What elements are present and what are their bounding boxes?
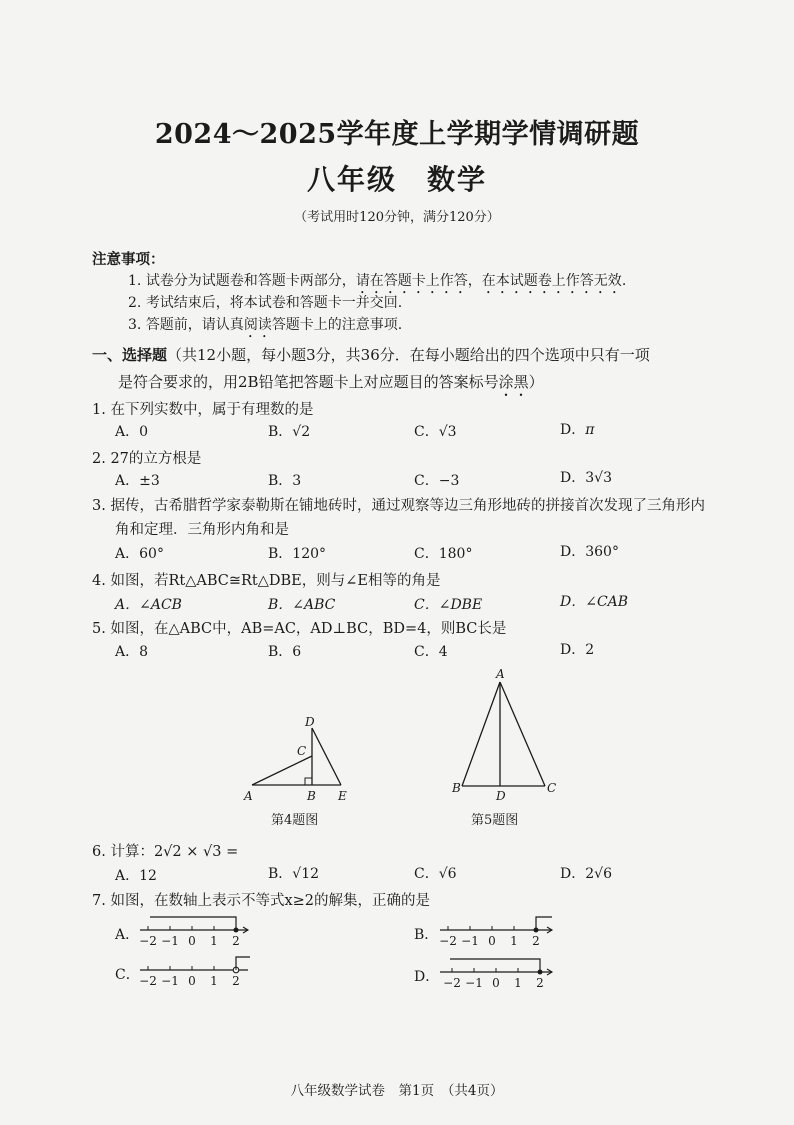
question-number: 3.	[92, 498, 106, 514]
option-label: C．	[414, 866, 439, 882]
option-b	[268, 863, 319, 883]
option-text: 12	[139, 868, 157, 884]
option-text: ±3	[139, 473, 160, 489]
tick-label: −2	[139, 974, 157, 988]
solution-ray	[236, 957, 250, 970]
option-c	[414, 421, 457, 441]
option-a	[115, 865, 157, 885]
question-2	[92, 447, 201, 468]
option-text: 3	[292, 473, 302, 489]
option-label: A．	[115, 597, 140, 613]
note-emphasis: 请在答题卡上作答，在本试题卷上作答无效	[355, 273, 622, 289]
option-c	[414, 863, 457, 883]
option-label: B．	[268, 473, 293, 489]
option-text: 180°	[438, 546, 473, 562]
tick-label: 2	[532, 934, 540, 948]
option-label: B．	[268, 644, 293, 660]
tick-label: 0	[488, 934, 496, 948]
point-label-c: C	[547, 781, 557, 795]
option-text: −3	[438, 473, 460, 489]
option-label: C．	[414, 597, 439, 613]
number-line-d	[440, 959, 552, 990]
option-text: 60°	[139, 546, 164, 562]
option-label: A．	[115, 546, 140, 562]
option-b	[268, 594, 335, 614]
tick-label: 0	[188, 974, 196, 988]
number-line-b	[439, 917, 552, 948]
tick-label: −1	[461, 934, 479, 948]
question-stem: 27的立方根是	[110, 451, 202, 467]
solution-ray	[536, 917, 552, 930]
question-6	[92, 840, 238, 861]
tick-label: −2	[139, 934, 157, 948]
option-b	[268, 641, 301, 661]
option-c	[414, 470, 459, 490]
question-5	[92, 617, 506, 638]
option-text: √12	[292, 866, 320, 882]
question-4	[92, 569, 440, 590]
line-de	[312, 728, 341, 785]
question-stem: 据传，古希腊哲学家泰勒斯在铺地砖时，通过观察等边三角形地砖的拼接首次发现了三角形内	[110, 498, 705, 514]
option-c	[414, 641, 448, 661]
question-number: 7.	[92, 893, 106, 909]
question-1	[92, 398, 313, 419]
option-c-label: C．	[115, 967, 140, 983]
option-c	[414, 543, 472, 563]
option-d	[560, 591, 628, 611]
point-label-a: A	[496, 667, 505, 681]
tick-label: −1	[161, 934, 179, 948]
closed-dot	[234, 928, 239, 933]
option-label: D．	[560, 642, 586, 658]
option-label: C．	[414, 473, 439, 489]
option-a	[115, 641, 148, 661]
solution-ray	[450, 959, 540, 972]
option-text: ∠DBE	[438, 597, 483, 613]
option-text: ∠ABC	[292, 597, 336, 613]
option-b-label: B．	[414, 927, 439, 943]
option-text: 3√3	[585, 470, 612, 486]
option-label: C．	[414, 424, 439, 440]
option-label: A．	[115, 424, 140, 440]
option-text: √2	[292, 424, 311, 440]
note-text-end: .	[621, 273, 627, 289]
point-label-e: E	[338, 789, 347, 803]
question-number: 5.	[92, 621, 106, 637]
option-d	[560, 541, 619, 561]
note-3	[128, 314, 402, 341]
note-text-end: 答题卡上的注意事项.	[271, 317, 403, 333]
note-number: 3.	[128, 317, 142, 333]
section-desc-text: 是符合要求的，用2B铅笔把答题卡上对应题目的答案标号	[118, 373, 499, 391]
question-stem: 如图，在数轴上表示不等式x≥2的解集，正确的是	[110, 893, 431, 909]
option-c	[414, 594, 482, 614]
question-stem: 如图，在△ABC中，AB=AC，AD⊥BC，BD=4，则BC长是	[110, 621, 507, 637]
option-label: B．	[268, 597, 293, 613]
option-d	[560, 419, 594, 439]
tick-label: −1	[465, 976, 483, 990]
section-heading	[92, 344, 650, 365]
option-label: D．	[560, 594, 586, 610]
figure-4-caption: 第4题图	[271, 813, 319, 828]
option-label: D．	[560, 544, 586, 560]
option-label: B．	[268, 546, 293, 562]
option-label: D．	[560, 470, 586, 486]
option-label: B．	[268, 866, 293, 882]
option-text: 0	[139, 424, 149, 440]
option-text: √3	[438, 424, 457, 440]
note-emphasis: 阅读	[243, 317, 272, 333]
number-line-a	[139, 917, 248, 948]
question-number: 4.	[92, 573, 106, 589]
option-label: A．	[115, 868, 140, 884]
point-label-d: D	[305, 715, 315, 729]
option-text: 2√6	[585, 866, 612, 882]
solution-ray	[150, 917, 236, 930]
option-b	[268, 543, 326, 563]
option-text: 360°	[585, 544, 619, 560]
point-label-b: B	[307, 789, 316, 803]
page-footer: 八年级数学试卷 第1页 （共4页）	[290, 1083, 504, 1099]
option-label: D．	[560, 866, 586, 882]
option-text: π	[585, 422, 595, 438]
line-ac	[500, 682, 545, 786]
option-text: 120°	[292, 546, 327, 562]
tick-label: 2	[232, 934, 240, 948]
notes-heading: 注意事项：	[92, 251, 165, 268]
closed-dot	[534, 928, 539, 933]
option-text: √6	[438, 866, 457, 882]
point-label-a: A	[244, 789, 253, 803]
tick-label: 1	[210, 934, 218, 948]
option-text: 8	[139, 644, 149, 660]
question-stem: 在下列实数中，属于有理数的是	[110, 402, 314, 418]
tick-label: 1	[510, 934, 518, 948]
point-label-d: D	[496, 789, 506, 803]
note-number: 2.	[128, 295, 142, 311]
note-text: 试卷分为试题卷和答题卡两部分，	[145, 273, 356, 289]
option-label: B．	[268, 424, 293, 440]
tick-label: 0	[492, 976, 500, 990]
right-angle-mark	[305, 778, 312, 785]
number-line-c	[139, 957, 250, 988]
line-ab	[462, 682, 500, 786]
question-number: 1.	[92, 402, 106, 418]
option-text: 4	[438, 644, 448, 660]
figure-5-caption: 第5题图	[471, 813, 519, 828]
section-desc-continued	[118, 371, 544, 400]
section-desc: （共12小题，每小题3分，共36分．在每小题给出的四个选项中只有一项	[167, 346, 650, 364]
option-label: C．	[414, 644, 439, 660]
point-label-b: B	[452, 781, 461, 795]
tick-label: 2	[536, 976, 544, 990]
note-2	[128, 292, 402, 312]
tick-label: 2	[232, 974, 240, 988]
option-d	[560, 639, 594, 659]
exam-title: 2024～2025学年度上学期学情调研题	[154, 119, 640, 150]
option-a	[115, 470, 160, 490]
tick-label: 0	[188, 934, 196, 948]
option-label: A．	[115, 473, 140, 489]
option-text: 6	[292, 644, 302, 660]
question-7	[92, 889, 430, 910]
section-desc-emphasis: 涂黑	[498, 373, 529, 391]
tick-label: −2	[439, 934, 457, 948]
section-label: 一、选择题	[92, 346, 168, 364]
note-text: 考试结束后，将本试卷和答题卡一并交回.	[145, 295, 403, 311]
tick-label: 1	[514, 976, 522, 990]
option-d	[560, 467, 612, 487]
question-3-continued: 角和定理．三角形内角和是	[115, 522, 289, 538]
tick-label: −1	[161, 974, 179, 988]
tick-label: −2	[443, 976, 461, 990]
option-a	[115, 594, 182, 614]
option-a	[115, 421, 148, 441]
exam-subject: 八年级 数学	[306, 163, 487, 196]
tick-label: 1	[210, 974, 218, 988]
option-text: 2	[585, 642, 595, 658]
option-label: C．	[414, 546, 439, 562]
question-number: 2.	[92, 451, 106, 467]
option-text: ∠ACB	[139, 597, 182, 613]
section-desc-end: ）	[528, 373, 544, 391]
option-text: ∠CAB	[585, 594, 629, 610]
point-label-c: C	[297, 744, 307, 758]
open-dot	[233, 967, 239, 973]
note-number: 1.	[128, 273, 142, 289]
exam-info: （考试用时120分钟，满分120分）	[294, 210, 500, 225]
closed-dot	[538, 970, 543, 975]
option-a	[115, 543, 164, 563]
question-stem: 计算：2√2 × √3 =	[110, 844, 239, 860]
note-text: 答题前，请认真	[145, 317, 244, 333]
option-label: D．	[560, 422, 586, 438]
option-label: A．	[115, 644, 140, 660]
option-d-label: D．	[414, 969, 440, 985]
option-b	[268, 470, 301, 490]
line-ac	[252, 756, 312, 785]
option-d	[560, 863, 612, 883]
question-3	[92, 494, 705, 515]
option-b	[268, 421, 310, 441]
question-number: 6.	[92, 844, 106, 860]
question-stem: 如图，若Rt△ABC≅Rt△DBE，则与∠E相等的角是	[110, 573, 441, 589]
option-a-label: A．	[115, 927, 140, 943]
